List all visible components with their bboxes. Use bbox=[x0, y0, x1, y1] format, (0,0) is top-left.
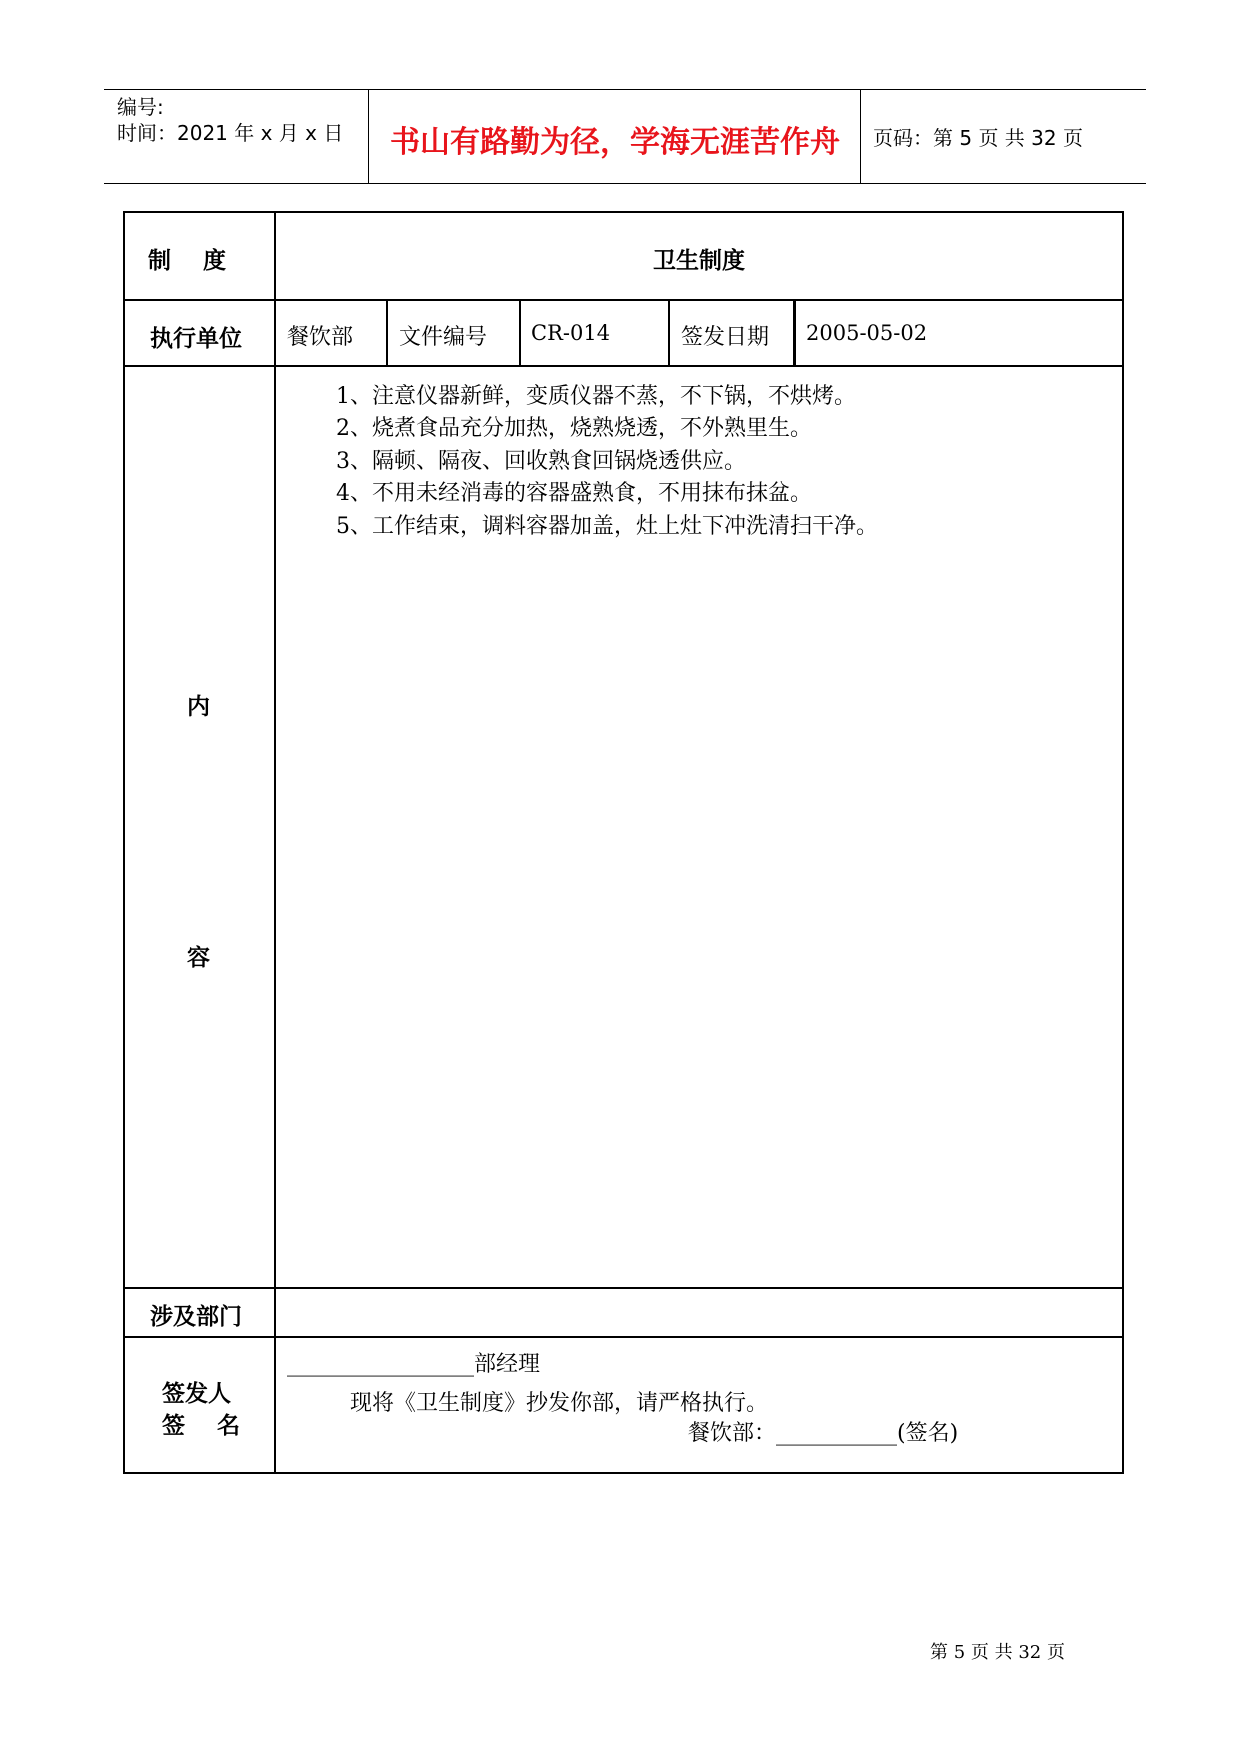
issue-date-value: 2005-05-02 bbox=[806, 321, 928, 345]
header-slogan: 书山有路勤为径，学海无涯苦作舟 bbox=[390, 125, 840, 160]
content-item-5: 5、工作结束，调料容器加盖，灶上灶下冲洗清扫干净。 bbox=[336, 514, 878, 539]
document-number-field-label: 文件编号 bbox=[399, 325, 488, 350]
signer-label-line1: 签发人 bbox=[162, 1381, 231, 1407]
department-signature-line: 餐饮部：___________(签名) bbox=[688, 1421, 959, 1446]
regulation-title: 卫生制度 bbox=[653, 248, 745, 274]
header-bottom-rule bbox=[104, 183, 1146, 184]
regulation-label: 制 度 bbox=[148, 248, 227, 274]
manager-signature-line: _________________部经理 bbox=[287, 1352, 541, 1377]
document-number-label: 编号: bbox=[117, 95, 164, 119]
executing-unit-label: 执行单位 bbox=[150, 326, 242, 352]
departments-label: 涉及部门 bbox=[150, 1304, 242, 1330]
issue-date-label: 签发日期 bbox=[681, 325, 770, 350]
table-border-label-col bbox=[274, 211, 276, 1474]
table-border-row2-col4 bbox=[793, 299, 796, 367]
content-item-4: 4、不用未经消毒的容器盛熟食，不用抹布抹盆。 bbox=[336, 481, 812, 506]
table-border-right bbox=[1122, 211, 1124, 1474]
content-item-1: 1、注意仪器新鲜，变质仪器不蒸，不下锅，不烘烤。 bbox=[336, 384, 856, 409]
header-divider-left bbox=[368, 90, 369, 184]
header-top-rule bbox=[104, 89, 1146, 90]
table-border-row2-col1 bbox=[386, 299, 388, 367]
content-label-bottom: 容 bbox=[187, 945, 210, 971]
table-border-row2-col3 bbox=[668, 299, 670, 367]
content-item-2: 2、烧煮食品充分加热，烧熟烧透，不外熟里生。 bbox=[336, 416, 812, 441]
document-time: 时间：2021 年 x 月 x 日 bbox=[117, 121, 344, 145]
executing-unit-value: 餐饮部 bbox=[287, 325, 354, 350]
table-border-row2-col2 bbox=[519, 299, 521, 367]
table-border-left bbox=[123, 211, 125, 1474]
signer-label-line2: 签 名 bbox=[162, 1413, 241, 1439]
document-number-value: CR-014 bbox=[531, 321, 611, 345]
content-item-3: 3、隔顿、隔夜、回收熟食回锅烧透供应。 bbox=[336, 449, 746, 474]
header-divider-right bbox=[860, 90, 861, 184]
distribution-notice: 现将《卫生制度》抄发你部，请严格执行。 bbox=[350, 1391, 769, 1416]
page-footer: 第 5 页 共 32 页 bbox=[930, 1642, 1065, 1663]
content-label-top: 内 bbox=[187, 694, 210, 720]
page-code: 页码：第 5 页 共 32 页 bbox=[873, 126, 1083, 150]
